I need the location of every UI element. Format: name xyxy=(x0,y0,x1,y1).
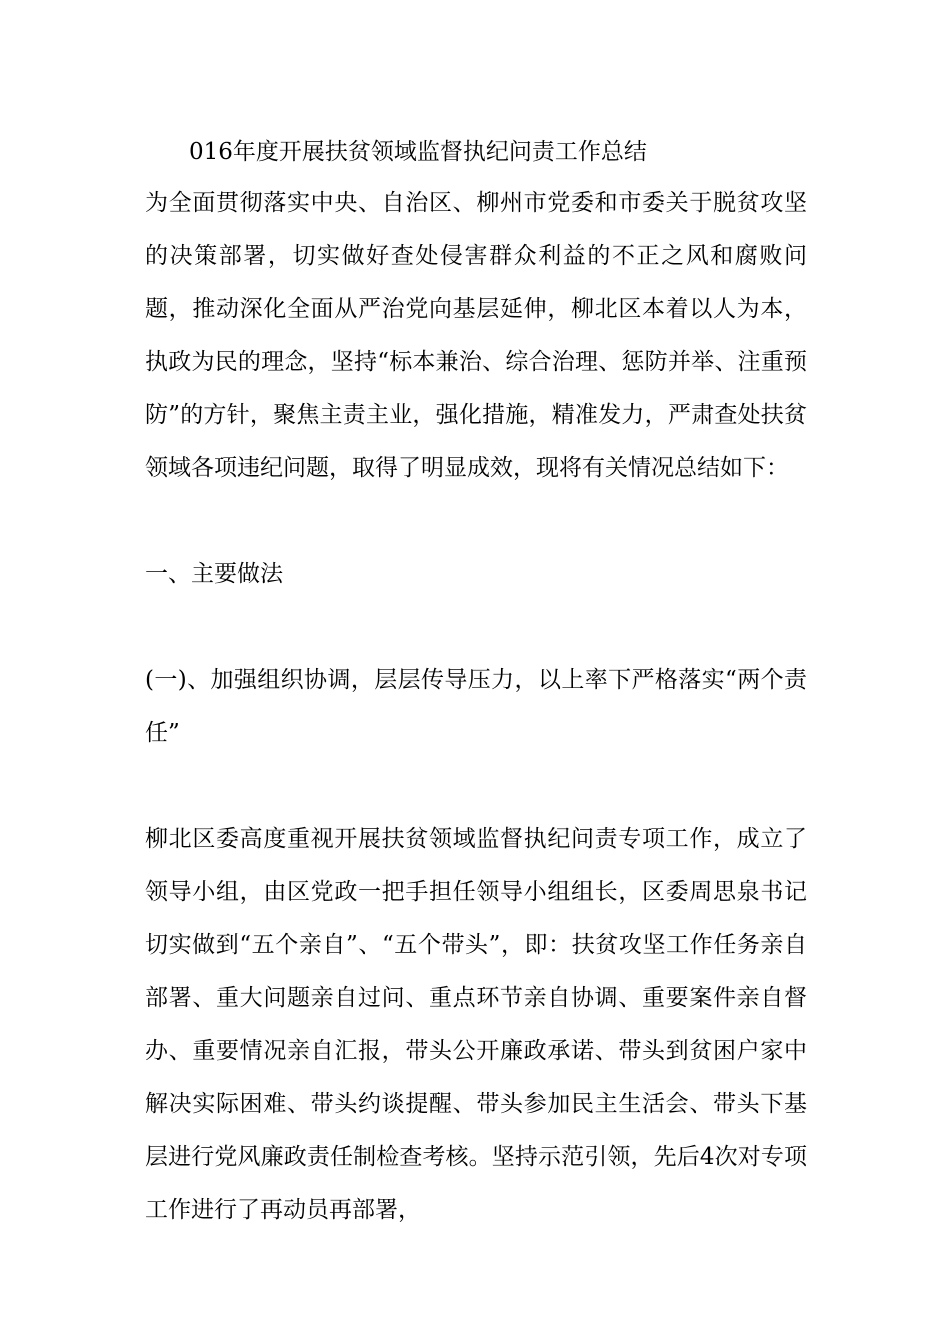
subsection-heading: (一)、加强组织协调，层层传导压力，以上率下严格落实“两个责任” xyxy=(145,667,807,746)
intro-paragraph: 为全面贯彻落实中央、自治区、柳州市党委和市委关于脱贫攻坚的决策部署，切实做好查处侵害群众利益的不正之风和腐败问题，推动深化全面从严治党向基层延伸，柳北区本着以人为本，执政为民的理念，坚持“标本兼治、综合治理、惩防并举、注重预防”的方针，聚焦主责主业，强化措施，精准发力，严肃查处扶贫领域各项违纪问题，取得了明显成效，现将有关情况总结如下： xyxy=(145,190,807,481)
document-content xyxy=(145,127,807,1237)
document-title: 016年度开展扶贫领域监督执纪问责工作总结 xyxy=(189,139,647,165)
paragraph-spacer xyxy=(145,760,807,813)
paragraph-spacer xyxy=(145,601,807,654)
section-heading: 一、主要做法 xyxy=(145,561,283,587)
body-paragraph: 柳北区委高度重视开展扶贫领域监督执纪问责专项工作，成立了领导小组，由区党政一把手担任领导小组组长，区委周思泉书记切实做到“五个亲自”、“五个带头”，即：扶贫攻坚工作任务亲自部署、重大问题亲自过问、重点环节亲自协调、重要案件亲自督办、重要情况亲自汇报，带头公开廉政承诺、带头到贫困户家中解决实际困难、带头约谈提醒、带头参加民主生活会、带头下基层进行党风廉政责任制检查考核。坚持示范引领，先后4次对专项工作进行了再动员再部署， xyxy=(145,826,807,1223)
paragraph-spacer xyxy=(145,495,807,548)
